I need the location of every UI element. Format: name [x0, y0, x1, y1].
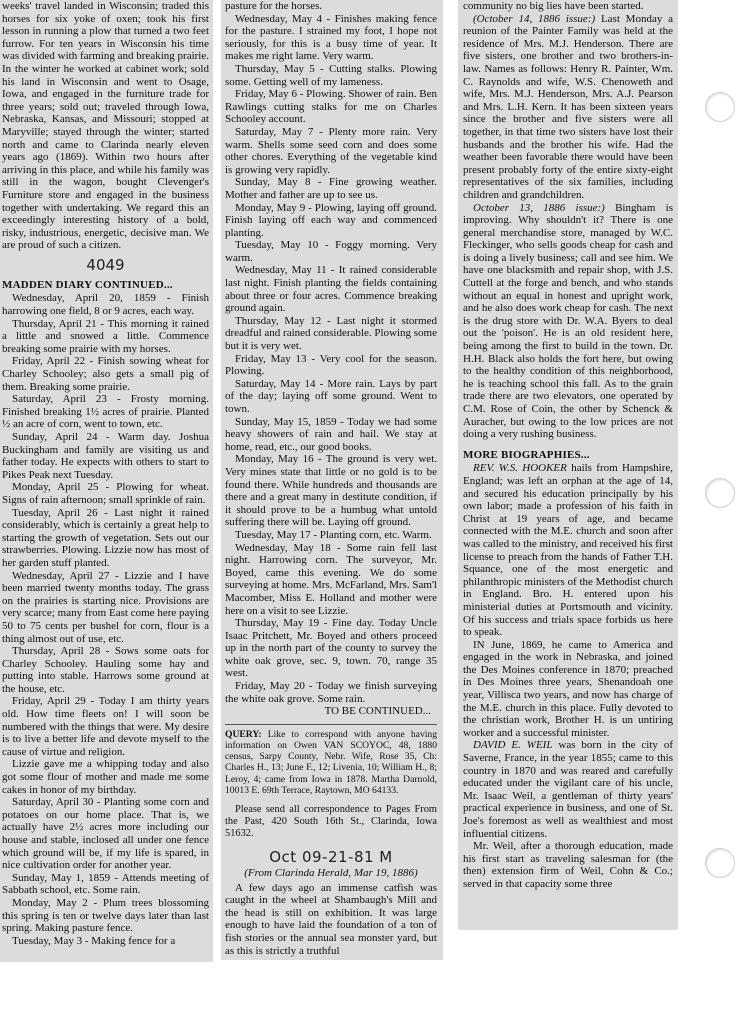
diary-entry: Sunday, May 15, 1859 - Today we had some heavy showers of rain and hail. We stay at home, read, etc., our good books.	[225, 415, 437, 453]
diary-heading: MADDEN DIARY CONTINUED...	[2, 278, 173, 291]
column-left	[0, 0, 213, 962]
diary-entry: Thursday, May 5 - Cutting stalks. Plowing some. Getting well of my lameness.	[225, 62, 437, 88]
diary-entry: Monday, April 25 - Plowing for wheat. Signs of rain afternoon; small sprinkle of rain.	[2, 481, 209, 506]
reunion-article	[463, 13, 673, 202]
diary-entry: Thursday, April 21 - This morning it rained a little and snowed a little. Commence breaking some prairie with my horses.	[2, 317, 209, 355]
diary-entry: Monday, May 9 - Plowing, laying off ground. Finish laying off each way and commenced planting.	[225, 201, 437, 239]
source-line: (From Clarinda Herald, Mar 19, 1886)	[244, 867, 418, 880]
binder-hole	[705, 478, 735, 508]
diary-entry: Monday, May 2 - Plum trees blossoming this spring is ten or twelve days later than last spring. Making pasture fence.	[2, 896, 209, 935]
diary-entry: Sunday, May 8 - Fine growing weather. Mother and father are up to see us.	[225, 176, 437, 201]
diary-entry: Sunday, April 24 - Warm day. Joshua Buckingham and family are visiting us and father today. He expects with others to start to Pikes Peak next Tuesday.	[2, 431, 209, 481]
column-middle	[221, 0, 443, 960]
diary-entry: Thursday, April 28 - Sows some oats for Charley Schooley. Hauling some hay and putting into stable. Harrows some ground at the house, etc.	[2, 645, 209, 695]
query-block	[225, 729, 437, 796]
diary-entry: Friday, May 6 - Plowing. Shower of rain. Ben Rawlings cutting stalks for me on Charles Schooley account.	[225, 88, 437, 126]
biography-intro: weeks' travel landed in Wisconsin; traded this horses for six yoke of oxen; took his first lesson in running a plow that turned a two feet furrow. For ten years in Wisconsin his time was divided with farming and breaking prairie. In the winter he worked at cabinet work; sold his land in Wisconsin and went to Osage, Iowa, and engaged in the furniture trade for three years; sold out; traveled through Iowa, Nebraska, Kansas, and Missouri; stopped at Maryville; stayed through the winter; started north and came to Clarinda nearly eleven years ago (1869). Within two hours after arriving in this place, and while his family was still in the wagon, bought Clevenger's Furniture store and engaged in the business together with undertaking. We regard this an exceedingly interesting history of a bold, risky, industrious, energetic, decisive man. We are proud of such a citizen.	[2, 0, 209, 252]
query-label: QUERY:	[225, 728, 262, 740]
diary-entry: Friday, April 29 - Today I am thirty years old. How time fleets on! I will soon be numbered with the things that were. My desire is to live a better life and devote myself to the cause of virtue and religion.	[2, 695, 209, 758]
diary-entry: Tuesday, May 3 - Making fence for a	[12, 934, 176, 947]
diary-entry: Sunday, May 1, 1859 - Attends meeting of Sabbath school, etc. Some rain.	[2, 871, 209, 897]
diary-entry: Friday, May 13 - Very cool for the season. Plowing.	[225, 352, 437, 378]
diary-entry: Saturday, April 23 - Frosty morning. Finished breaking 1½ acres of prairie. Planted ½ an acre of corn, went to town, etc.	[2, 393, 209, 431]
article-text: community no big lies have been started.	[463, 0, 644, 12]
diary-entry: Friday, April 22 - Finish sowing wheat for Charley Schooley; also gets a small pig of them. Breaking some prairie.	[2, 355, 209, 393]
diary-entry: Wednesday, April 27 - Lizzie and I have been married twenty months today. The grass on the prairies is starting nice. Provisions are very scarce; many from East come here paying 50 to 75 cents per bushel for corn, flour is a thing almost out of use, etc.	[2, 569, 209, 645]
issue-date: October 13, 1886 issue:)	[473, 201, 605, 214]
bingham-text: Bingham is improving. Why shouldn't it? There is one general merchandise store, managed by W.C. Fleckinger, who sells goods cheap for cash and is doing a lively business; call and see him. We have one blacksmith and repair shop, with J.S. Cuttell at the forge and bench, and who stands without an equal in honest and upright work, and he also does work cheap for cash. The next is the drug store with Dr. W.A. Byers to deal out the 'poison'. He is an old resident here, being among the first to build in the town. Dr. H.H. Black also holds the fort here, but owing to the healthy condition of this neighborhood, he is teaching school this fall. As to the grain trade there are two elevators, one operated by C.M. Rose of Coin, the other by Schenck & Auracher, but owing to the low prices are not doing a very rushing business.	[463, 201, 674, 441]
diary-entry: Saturday, May 7 - Plenty more rain. Very warm. Shells some seed corn and does some other chores. Everything of the vegetable kind is growing very rapidly.	[225, 125, 437, 176]
biography-weil-cont: Mr. Weil, after a thorough education, made his first start as traveling salesman for (the then) extension firm of Weil, Cohn & Co.; served in that capacity some three	[463, 840, 673, 890]
diary-entry: Tuesday, April 26 - Last night it rained considerably, which is certainly a great help to starting the growth of vegetation. Sets out our strawberries. Plowing. Lizzie now has most of her garden stuff planted.	[2, 506, 209, 569]
to-be-continued: TO BE CONTINUED...	[324, 705, 431, 718]
diary-entry: Wednesday, May 11 - It rained considerable last night. Finish planting the fields containing about three or four acres. Commence breaking ground again.	[225, 264, 437, 315]
diary-entry: Wednesday, May 4 - Finishes making fence for the pasture. I strained my foot, I hope not seriously, for this is a busy time of year. It makes me right lame. Very warm.	[225, 12, 437, 63]
biography-text: hails from Hampshire, England; was left an orphan at the age of 14, and secured his education principally by his own labor; made a profession of his faith in Christ at 19 years of age, and became connected with the M.E. church and soon after was called to the ministry, and received his first license to preach from the hands of Father T.H. Squance, one of the most energetic and philanthropic ministers of the Methodist church in England. Bro. H. entered upon his ministerial duties at Portsmouth and vicinity. Of his success and trials space forbids us here to speak.	[463, 462, 673, 639]
correspondence-note: Please send all correspondence to Pages From the Past, 420 South 16th St., Clarinda, Iowa 51632.	[225, 804, 437, 840]
diary-entry: Thursday, May 12 - Last night it stormed dreadful and rained considerable. Plowing some but it is very wet.	[225, 314, 437, 353]
biographies-heading: MORE BIOGRAPHIES...	[463, 448, 590, 461]
reunion-text: Last Monday a reunion of the Painter Family was held at the residence of Mrs. M.J. Henderson. There are five sisters, one brother and two brothers-in-law. Names as follows: Henry R. Painter, Wm. C. Raynolds and wife, W.S. Chenoweth and wife, Mrs. M.J. Henderson, Mrs. A.J. Pearson and Mrs. L.H. Kern. It has been sixteen years since the brother and five sisters were all together, in that time two sisters have lost their husbands and the brother his wife. Had the weather been favorable there would have been present probably forty of the entire sixty-eight representatives of the six families, including children and grandchildren.	[463, 12, 674, 201]
diary-entry: Wednesday, May 18 - Some rain fell last night. Harrowing corn. The surveyor, Mr. Boyed, came this evening. We do some surveying at home. Mrs. McFarland, Mrs. Sam'l Macomber, Miss E. Holland and mother were here on a visit to see Lizzie.	[225, 541, 437, 617]
diary-entry: Lizzie gave me a whipping today and also got some flour of mother and made me some cakes in honor of my birthday.	[2, 758, 209, 796]
diary-entry: Friday, May 20 - Today we finish surveying the white oak grove. Some rain.	[225, 680, 437, 705]
diary-entry: Wednesday, April 20, 1859 - Finish harrowing one field, 8 or 9 acres, each way.	[2, 292, 209, 318]
diary-entries	[2, 292, 209, 947]
diary-entry: Saturday, May 14 - More rain. Lays by part of the day; laying off some ground. Went to town.	[225, 377, 437, 415]
diary-entry: pasture for the horses.	[225, 0, 323, 12]
divider	[225, 724, 437, 725]
biography-text: was born in the city of Saverne, France, in the year 1855; came to this country in 1870 and was reared and carefully educated under the vigilant care of his uncle, Mr. Isaac Weil, a gentleman of thirty years' practical experience in business, and one of St. Joe's foremost as well as wealthiest and most influential citizens.	[463, 739, 673, 840]
handwritten-date: Oct 09-21-81 M	[269, 848, 393, 867]
handwritten-number: 4049	[86, 255, 125, 274]
biography-weil	[463, 739, 673, 840]
diary-entry: Thursday, May 19 - Fine day. Today Uncle Isaac Pritchett, Mr. Boyed and others proceed up in the north part of the county to survey the white oak grove, sec. 9, town. 70, range 35 west.	[225, 617, 437, 680]
binder-hole	[705, 92, 735, 122]
diary-entry: Tuesday, May 10 - Foggy morning. Very warm.	[225, 239, 437, 264]
binder-hole	[705, 848, 735, 878]
diary-entry: Tuesday, May 17 - Planting corn, etc. Warm.	[235, 528, 432, 541]
diary-entry: Saturday, April 30 - Planting some corn and potatoes on our home place. That is, we actually have 2½ acres more including our house and stable, inclosed all under one fence which ground will be, if my life is spared, in nice cultivation order for another year.	[2, 796, 209, 872]
biography-hooker	[463, 462, 673, 638]
biography-name: DAVID E. WEIL	[473, 739, 553, 752]
column-right	[458, 0, 678, 930]
bingham-article	[463, 202, 673, 441]
issue-date: (October 14, 1886 issue:)	[473, 12, 596, 25]
biography-name: REV. W.S. HOOKER	[473, 462, 567, 475]
diary-entry: Monday, May 16 - The ground is very wet. Very mines state that little or no gold is to be found there. While hundreds and thousands are there and a great many in destitute condition, if it should prove to be a humbug what untold suffering there will be. Laying off ground.	[225, 453, 437, 529]
catfish-story: A few days ago an immense catfish was caught in the wheel at Shambaugh's Mill and the head is still on exhibition. It was large enough to have laid the foundation of a ton of fish stories or the annual sea monster yard, but as this is strictly a truthful	[225, 881, 437, 957]
biography-hooker-cont: IN June, 1869, he came to America and engaged in the work in Nebraska, and joined the Des Moines conference in 1870; preached in Des Moines three years, Shenandoah one year, Villisca two years, and now has charge of the M.E. church in this place. Fully devoted to the christian work, Brother H. is un untiring worker and a successful minister.	[463, 638, 673, 739]
query-text: Like to correspond with anyone having information on Owen VAN SCOYOC, 48, 1880 census, Sarpy County, Nebr. Wife, Rose 35, Ch: Charles H., 13; June F., 12; Livenia, 10; William H., 8; Leroy, 4; came from Iowa in 1878. Martha Darnold, 10013 E. 69th Terrace, Raytown, MO 64133.	[225, 728, 437, 796]
